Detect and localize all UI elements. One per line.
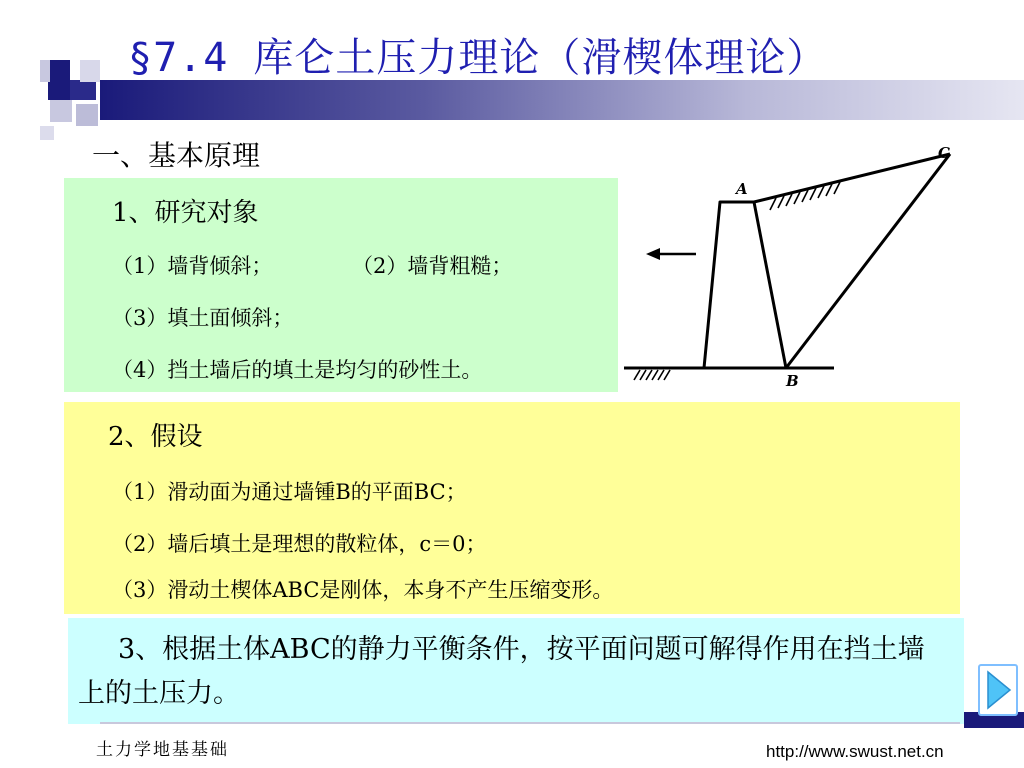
next-arrow-icon [980,666,1016,714]
conclusion-text: 3、根据土体ABC的静力平衡条件，按平面问题可解得作用在挡土墙上的土压力。 [78,634,925,709]
next-slide-button[interactable] [978,664,1018,716]
assumption-item-2: （2）墙后填土是理想的散粒体，c＝0； [112,532,487,556]
header-gradient-bar [100,80,1024,120]
footer-divider [100,722,960,724]
conclusion-panel [68,618,964,724]
assumption-item-1: （1）滑动面为通过墙锺B的平面BC； [112,480,467,504]
assumption-item-3: （3）滑动土楔体ABC是刚体，本身不产生压缩变形。 [112,578,614,602]
ground-hatch-icon [634,370,670,380]
object-item-2: （2）墙背粗糙； [352,254,513,278]
slide-title: §7.4 库仑土压力理论（滑楔体理论） [128,35,828,81]
retaining-wall [704,202,786,368]
footer-url[interactable]: http://www.swust.net.cn [766,742,944,761]
slip-surface [786,154,950,368]
object-item-1: （1）墙背倾斜； [112,254,273,278]
research-object-heading: 1、研究对象 [112,198,259,228]
assumptions-panel [64,402,960,614]
movement-arrow-icon [646,248,696,260]
header-squares-decoration [40,40,120,140]
section-heading: 一、基本原理 [92,139,261,172]
assumptions-heading: 2、假设 [108,422,203,452]
point-label-c: C [938,144,950,162]
course-name: 土力学地基基础 [96,740,229,760]
point-label-b: B [786,372,799,390]
retaining-wall-diagram [620,140,960,395]
point-label-a: A [736,180,748,198]
research-object-panel [64,178,618,392]
object-item-4: （4）挡土墙后的填土是均匀的砂性土。 [112,358,483,382]
object-item-3: （3）填土面倾斜； [112,306,294,330]
